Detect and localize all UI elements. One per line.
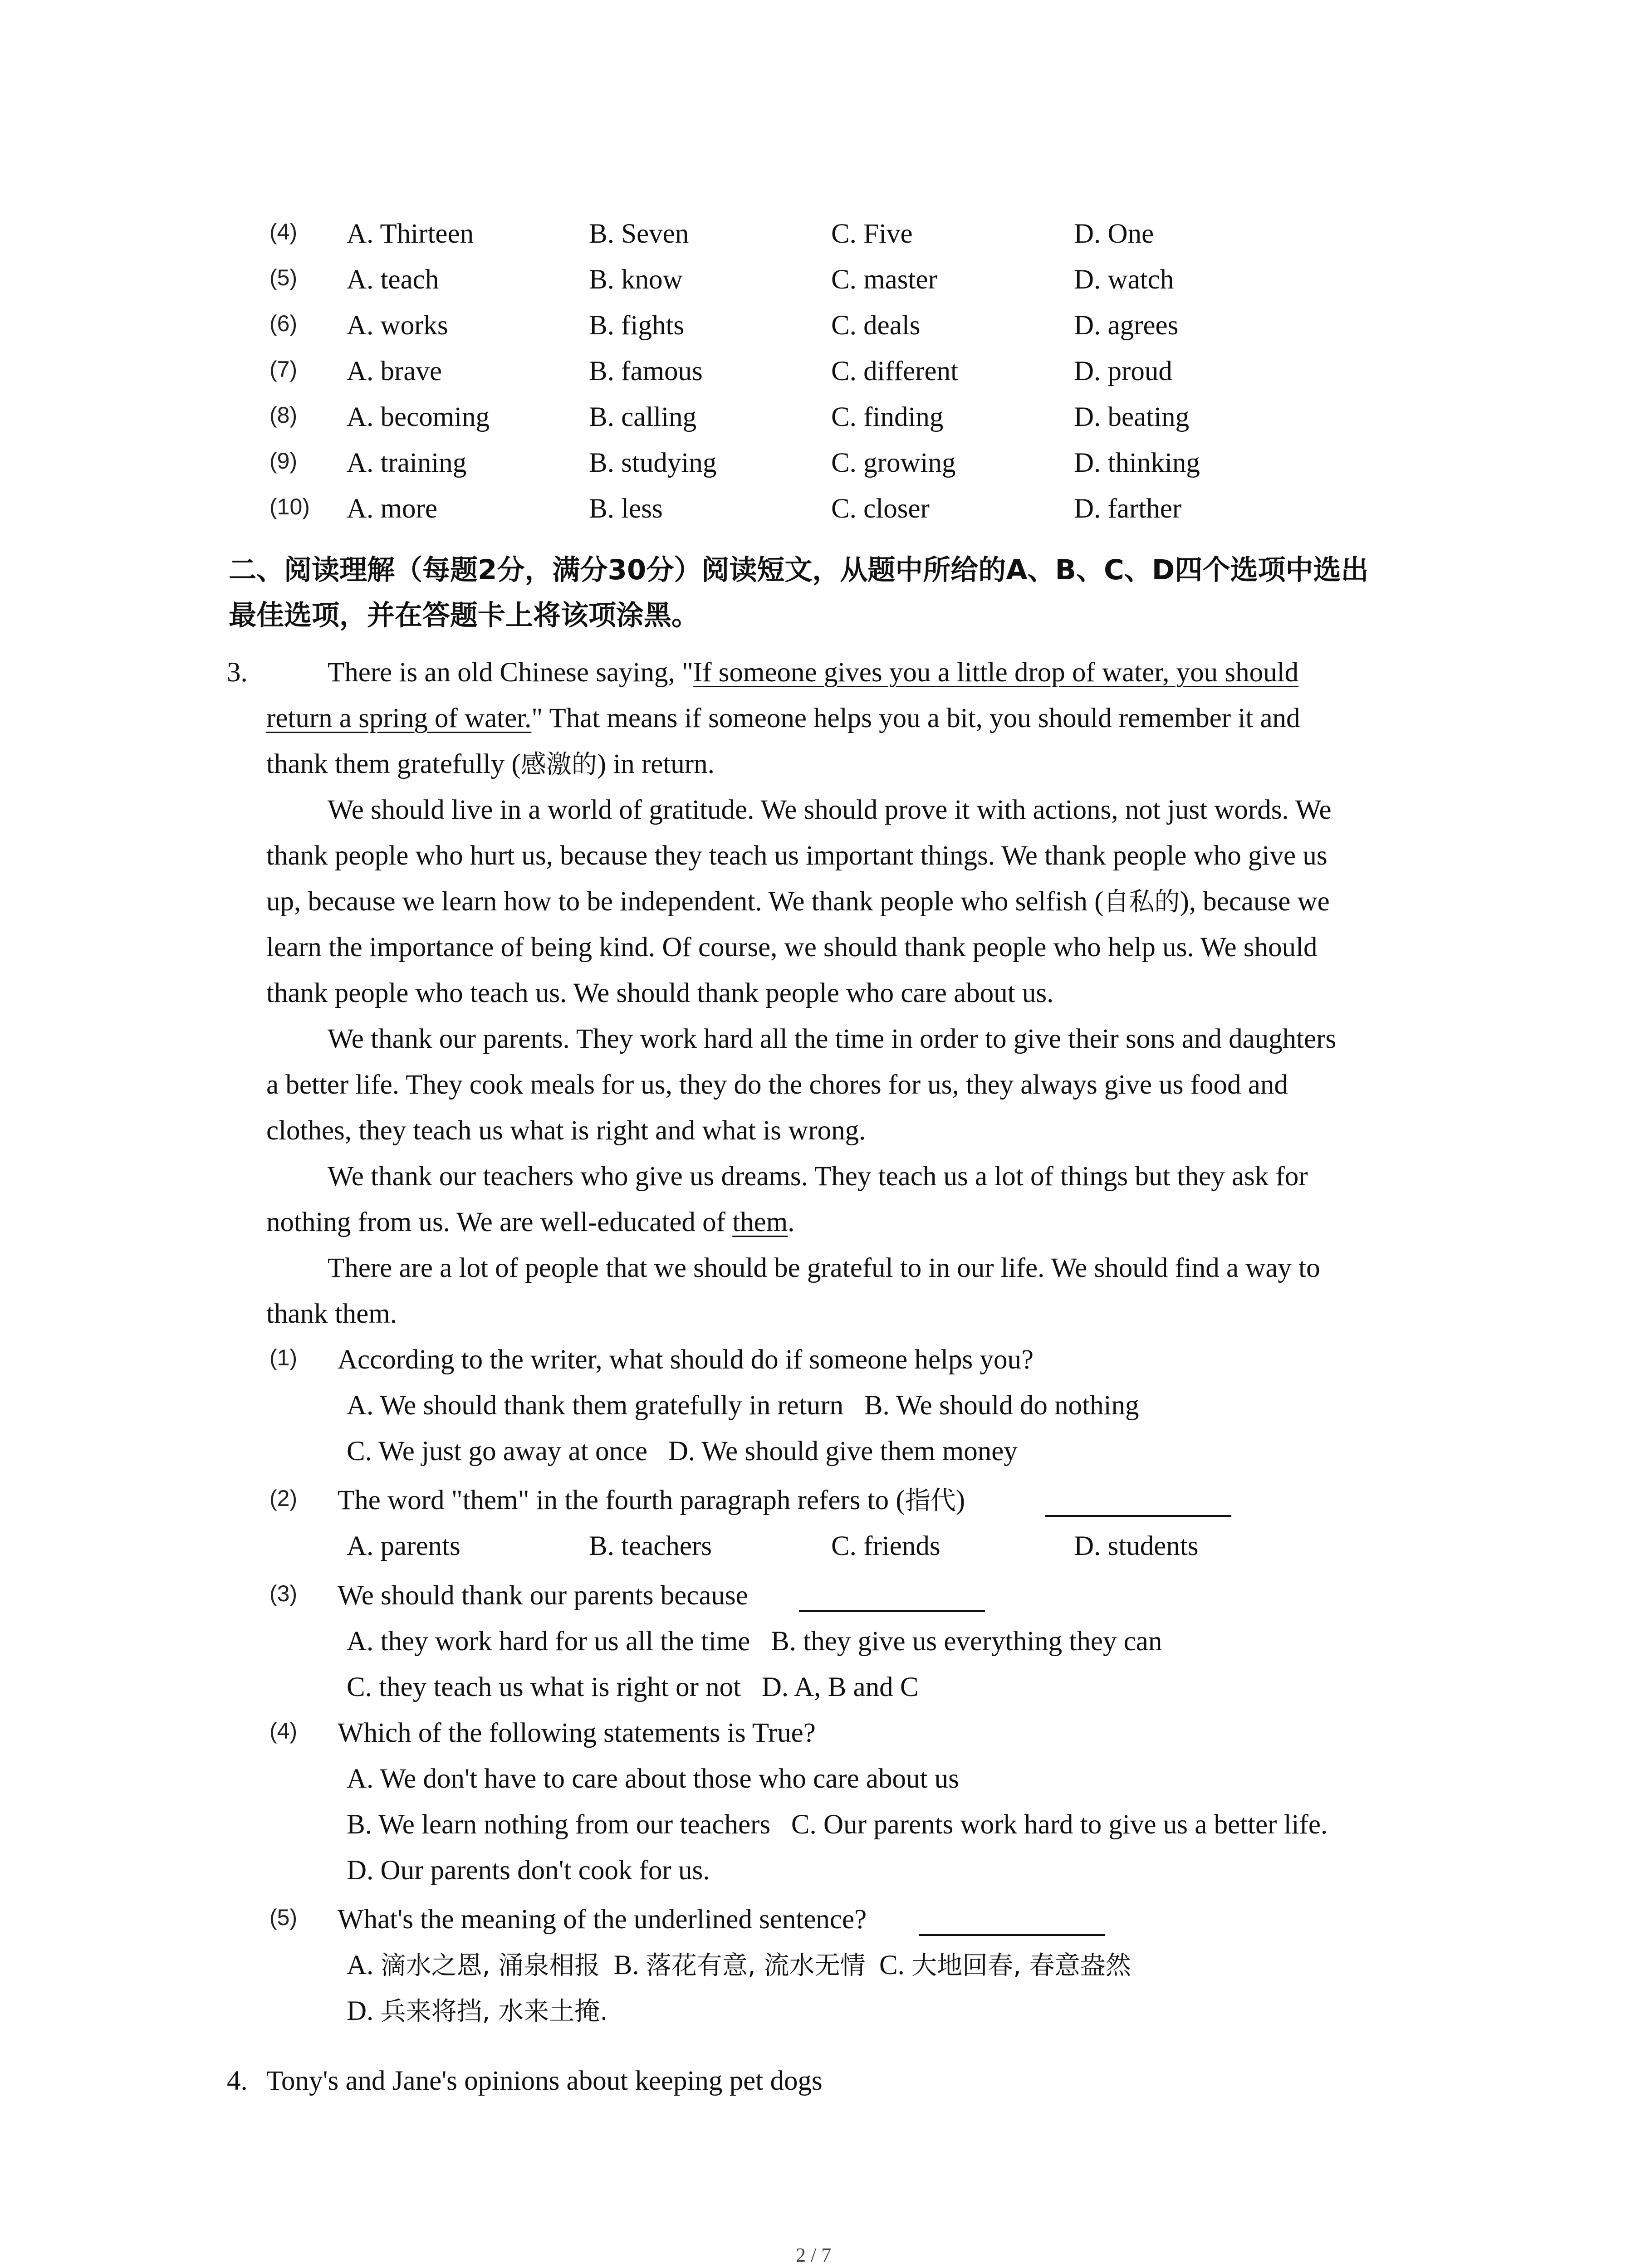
answer-blank xyxy=(1045,1515,1231,1517)
cloze-item-number: (9) xyxy=(269,448,298,474)
cloze-option-d: D. agrees xyxy=(1074,310,1179,341)
underlined-word: them xyxy=(732,1207,788,1237)
answer-options: D. Our parents don't cook for us. xyxy=(347,1855,710,1886)
cloze-option-d: D. farther xyxy=(1074,494,1182,524)
cloze-option-a: A. becoming xyxy=(347,402,490,432)
passage-line: learn the importance of being kind. Of course, we should thank people who help us. We should xyxy=(266,932,1318,963)
cloze-option-c: C. finding xyxy=(831,402,944,432)
section-heading-line-1: 二、阅读理解（每题2分，满分30分）阅读短文，从题中所给的A、B、C、D四个选项中选出 xyxy=(229,554,1369,586)
cloze-option-c: C. growing xyxy=(831,448,956,478)
option-c: C. friends xyxy=(831,1531,941,1561)
passage-line: a better life. They cook meals for us, they do the chores for us, they always give us food and xyxy=(266,1070,1288,1100)
answer-options: D. 兵来将挡, 水来土掩. xyxy=(347,1996,608,2026)
answer-options: A. We should thank them gratefully in return B. We should do nothing xyxy=(347,1390,1139,1421)
cloze-option-c: C. closer xyxy=(831,494,930,524)
sub-question-number: (1) xyxy=(269,1345,298,1370)
answer-options: A. they work hard for us all the time B. they give us everything they can xyxy=(347,1626,1162,1657)
passage-line: thank people who hurt us, because they teach us important things. We thank people who give us xyxy=(266,841,1327,871)
passage-line: There are a lot of people that we should be grateful to in our life. We should find a way to xyxy=(328,1253,1320,1283)
question-number-4: 4. xyxy=(227,2066,248,2096)
cloze-option-a: A. teach xyxy=(347,264,439,295)
passage-line: thank them. xyxy=(266,1299,397,1329)
sub-question-number: (3) xyxy=(269,1581,298,1606)
sub-question-number: (4) xyxy=(269,1718,298,1744)
page-number: 2 / 7 xyxy=(796,2244,832,2266)
cloze-option-a: A. more xyxy=(347,494,437,524)
answer-blank xyxy=(799,1610,985,1612)
passage-line: We thank our parents. They work hard all the time in order to give their sons and daughters xyxy=(328,1024,1337,1054)
answer-options: C. We just go away at once D. We should give them money xyxy=(347,1436,1018,1466)
sub-question-text: We should thank our parents because xyxy=(338,1580,748,1611)
answer-options: A. We don't have to care about those who care about us xyxy=(347,1764,959,1794)
cloze-option-b: B. know xyxy=(589,264,683,295)
cloze-option-c: C. different xyxy=(831,356,959,386)
passage-line: return a spring of water." That means if someone helps you a bit, you should remember it and xyxy=(266,703,1300,733)
passage-line: thank people who teach us. We should thank people who care about us. xyxy=(266,978,1054,1008)
cloze-item-number: (7) xyxy=(269,357,298,382)
cloze-option-a: A. Thirteen xyxy=(347,219,474,249)
cloze-option-b: B. less xyxy=(589,494,663,524)
sub-question-text: What's the meaning of the underlined sentence? xyxy=(338,1904,867,1935)
cloze-option-d: D. watch xyxy=(1074,264,1174,295)
cloze-option-b: B. studying xyxy=(589,448,717,478)
cloze-option-b: B. Seven xyxy=(589,219,689,249)
passage-line: nothing from us. We are well-educated of them. xyxy=(266,1207,795,1237)
cloze-option-b: B. fights xyxy=(589,310,685,341)
sub-question-text: According to the writer, what should do if someone helps you? xyxy=(338,1344,1034,1375)
underlined-sentence: If someone gives you a little drop of water, you should xyxy=(693,657,1299,688)
cloze-option-a: A. brave xyxy=(347,356,442,386)
cloze-item-number: (10) xyxy=(269,494,310,519)
underlined-sentence: return a spring of water. xyxy=(266,703,532,733)
option-b: B. teachers xyxy=(589,1531,712,1561)
option-d: D. students xyxy=(1074,1531,1199,1561)
passage-line: thank them gratefully (感激的) in return. xyxy=(266,749,715,779)
sub-question-number: (5) xyxy=(269,1905,298,1930)
cloze-option-c: C. Five xyxy=(831,219,913,249)
sub-question-text: The word "them" in the fourth paragraph refers to (指代) xyxy=(338,1485,965,1515)
cloze-item-number: (4) xyxy=(269,219,298,244)
sub-question-text: Which of the following statements is True? xyxy=(338,1718,816,1748)
answer-options: C. they teach us what is right or not D. A, B and C xyxy=(347,1672,919,1702)
answer-blank xyxy=(919,1934,1105,1936)
passage-line: We should live in a world of gratitude. We should prove it with actions, not just words. We xyxy=(328,795,1332,825)
passage-line: up, because we learn how to be independent. We thank people who selfish (自私的), because we xyxy=(266,886,1330,917)
cloze-option-a: A. training xyxy=(347,448,467,478)
cloze-option-b: B. calling xyxy=(589,402,697,432)
question-4-title: Tony's and Jane's opinions about keeping pet dogs xyxy=(266,2066,823,2096)
cloze-option-c: C. deals xyxy=(831,310,921,341)
cloze-option-c: C. master xyxy=(831,264,937,295)
cloze-option-d: D. beating xyxy=(1074,402,1190,432)
cloze-option-d: D. thinking xyxy=(1074,448,1200,478)
passage-line: There is an old Chinese saying, "If someone gives you a little drop of water, you should xyxy=(328,657,1299,688)
cloze-item-number: (6) xyxy=(269,311,298,336)
answer-options: B. We learn nothing from our teachers C. Our parents work hard to give us a better life. xyxy=(347,1809,1328,1840)
cloze-item-number: (8) xyxy=(269,402,298,428)
cloze-item-number: (5) xyxy=(269,265,298,290)
section-heading-line-2: 最佳选项，并在答题卡上将该项涂黑。 xyxy=(229,599,700,631)
option-a: A. parents xyxy=(347,1531,460,1561)
cloze-option-d: D. One xyxy=(1074,219,1154,249)
passage-line: We thank our teachers who give us dreams. They teach us a lot of things but they ask for xyxy=(328,1161,1308,1192)
cloze-option-a: A. works xyxy=(347,310,448,341)
answer-options: A. 滴水之恩, 涌泉相报 B. 落花有意, 流水无情 C. 大地回春, 春意盎然 xyxy=(347,1950,1131,1980)
passage-line: clothes, they teach us what is right and what is wrong. xyxy=(266,1115,866,1146)
cloze-option-d: D. proud xyxy=(1074,356,1172,386)
question-number-3: 3. xyxy=(227,657,248,688)
sub-question-number: (2) xyxy=(269,1486,298,1511)
cloze-option-b: B. famous xyxy=(589,356,703,386)
